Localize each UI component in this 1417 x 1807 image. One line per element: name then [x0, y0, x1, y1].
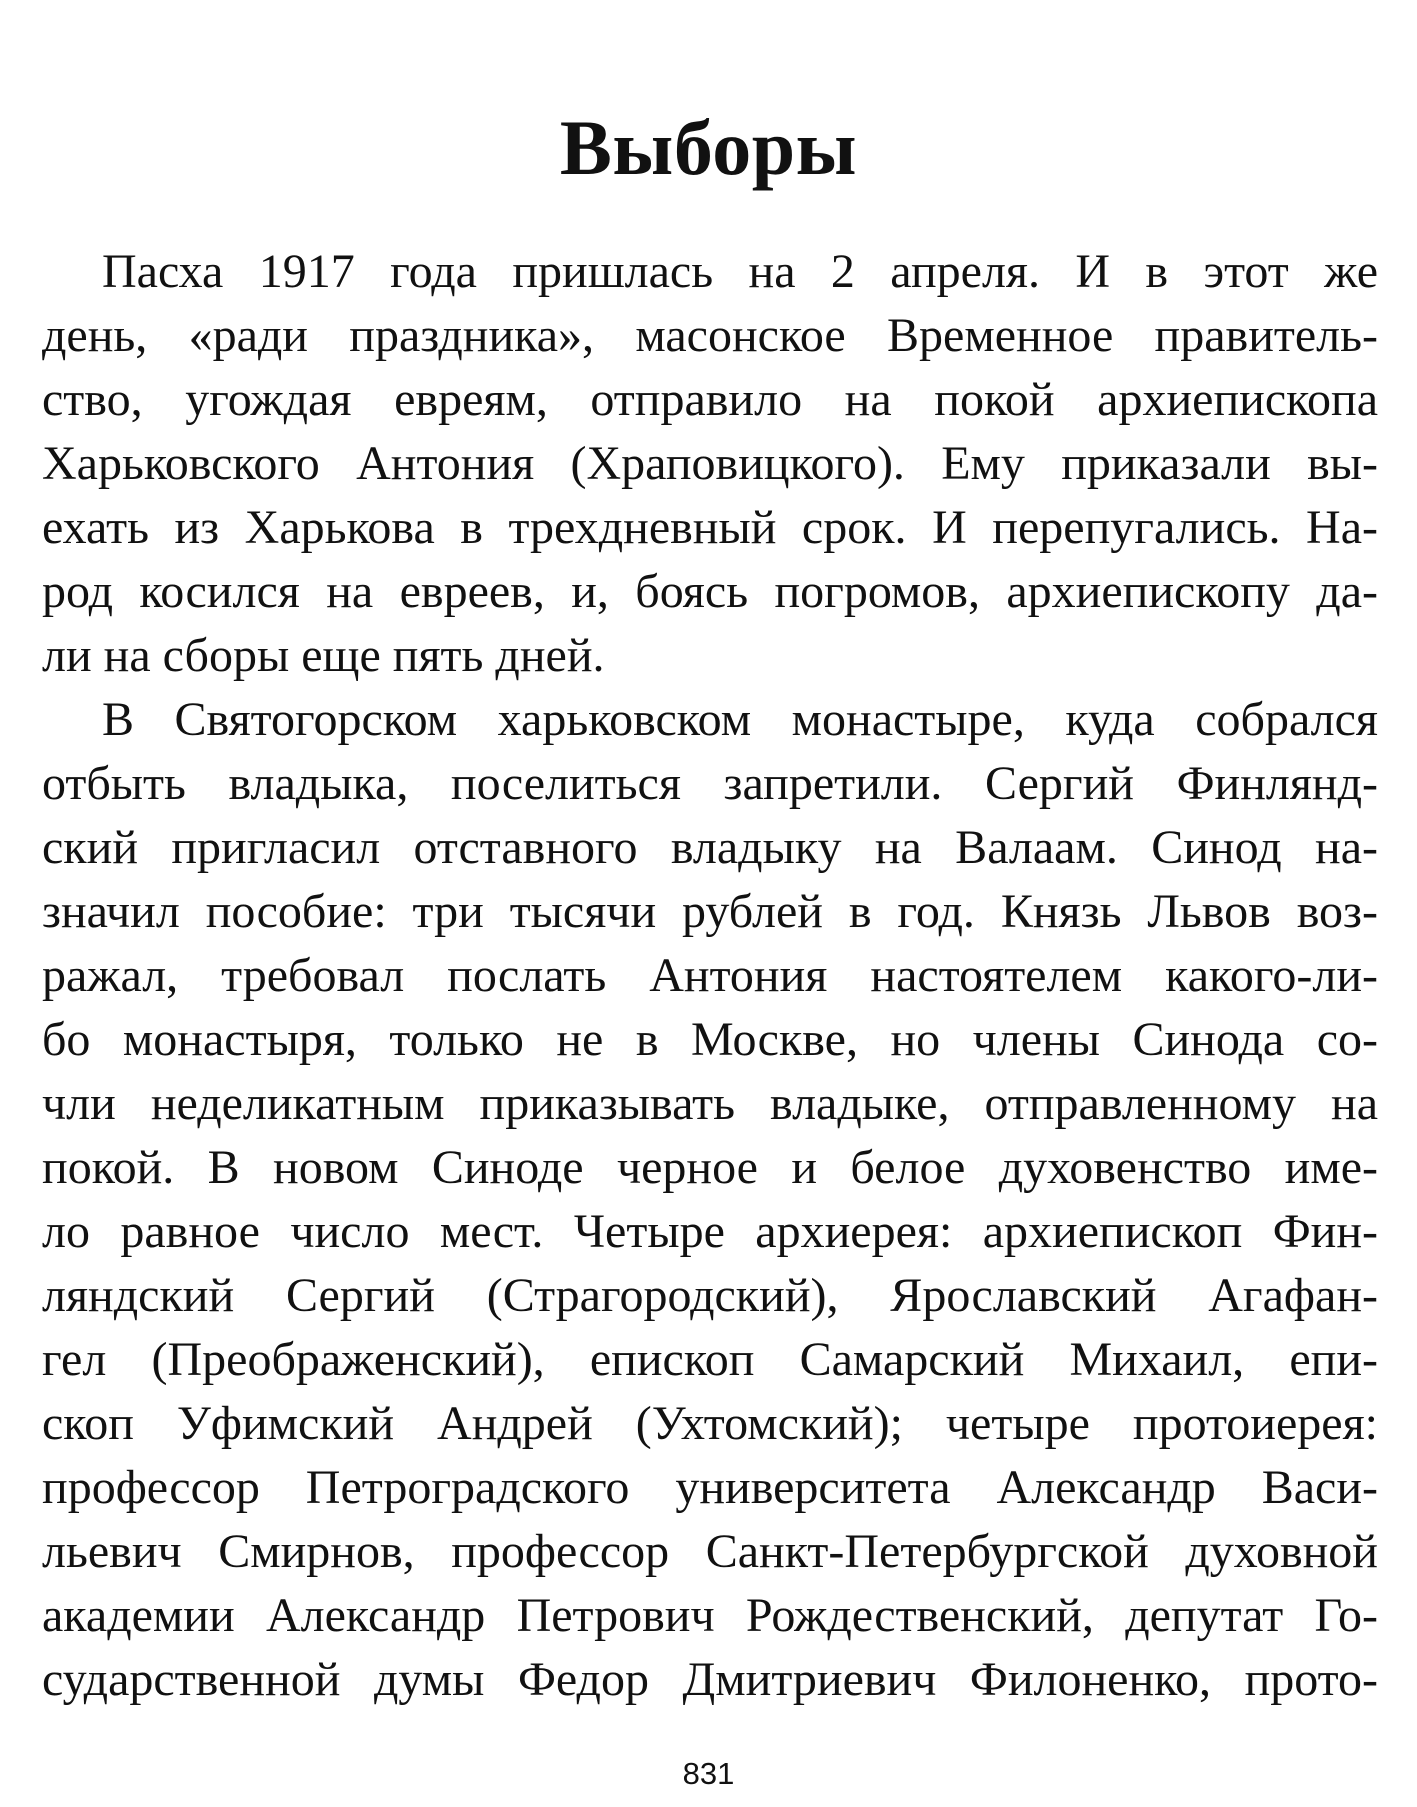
text-line: бо монастыря, только не в Москве, но члены Синода со-: [42, 1013, 1378, 1066]
text-line: скоп Уфимский Андрей (Ухтомский); четыре протоиерея:: [42, 1397, 1378, 1450]
text-line: день, «ради праздника», масонское Временное правитель-: [42, 309, 1378, 362]
text-line: ехать из Харькова в трехдневный срок. И перепугались. На-: [42, 501, 1378, 554]
text-line: ли на сборы еще пять дней.: [42, 629, 605, 682]
text-line: академии Александр Петрович Рождественский, депутат Го-: [42, 1589, 1378, 1642]
text-line: ство, угождая евреям, отправило на покой архиепископа: [42, 373, 1378, 426]
paragraph: [42, 240, 1378, 688]
text-line: род косился на евреев, и, боясь погромов, архиепископу да-: [42, 565, 1378, 618]
text-line: Харьковского Антония (Храповицкого). Ему приказали вы-: [42, 437, 1378, 490]
text-line: гел (Преображенский), епископ Самарский Михаил, епи-: [42, 1333, 1378, 1386]
page-title: Выборы: [559, 104, 858, 191]
page-number: 831: [682, 1756, 735, 1791]
paragraph: [42, 688, 1378, 1776]
text-line: чли неделикатным приказывать владыке, отправленному на: [42, 1077, 1378, 1130]
text-line: отбыть владыка, поселиться запретили. Сергий Финлянд-: [42, 757, 1378, 810]
text-line: покой. В новом Синоде черное и белое духовенство име-: [42, 1141, 1378, 1194]
text-line: ляндский Сергий (Страгородский), Ярославский Агафан-: [42, 1269, 1378, 1322]
text-line: профессор Петроградского университета Александр Васи-: [42, 1461, 1378, 1514]
text-line: В Святогорском харьковском монастыре, куда собрался: [102, 693, 1378, 746]
text-line: ский пригласил отставного владыку на Валаам. Синод на-: [42, 821, 1378, 874]
text-line: ло равное число мест. Четыре архиерея: архиепископ Фин-: [42, 1205, 1378, 1258]
text-line: значил пособие: три тысячи рублей в год. Князь Львов воз-: [42, 885, 1378, 938]
text-line: льевич Смирнов, профессор Санкт-Петербургской духовной: [42, 1525, 1378, 1578]
body-text: [42, 240, 1378, 1776]
text-line: ражал, требовал послать Антония настоятелем какого-ли-: [42, 949, 1378, 1002]
text-line: сударственной думы Федор Дмитриевич Филоненко, прото-: [42, 1653, 1378, 1706]
text-line: Пасха 1917 года пришлась на 2 апреля. И в этот же: [102, 245, 1378, 298]
